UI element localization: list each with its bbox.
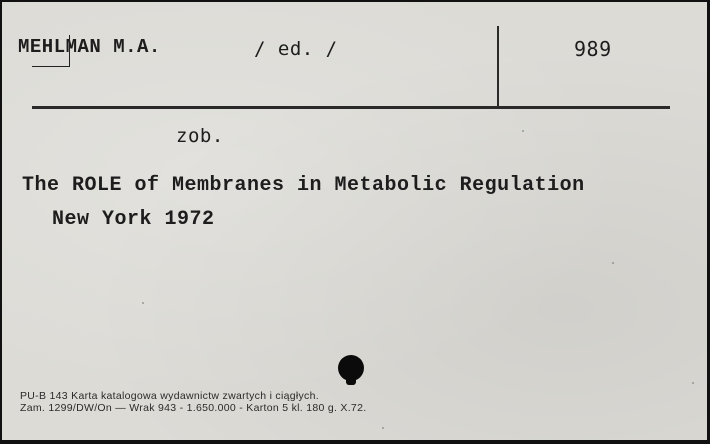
imprint: New York 1972 — [52, 208, 215, 231]
call-number: 989 — [574, 37, 612, 61]
editor-role: / ed. / — [254, 38, 338, 60]
horizontal-divider — [32, 106, 670, 109]
paper-speck — [142, 302, 144, 304]
author-name: MEHLMAN M.A. — [18, 36, 161, 58]
paper-speck — [612, 262, 614, 264]
catalog-card — [2, 2, 707, 440]
vertical-divider — [497, 26, 499, 108]
paper-speck — [382, 427, 384, 429]
location-code: zob. — [176, 125, 224, 147]
book-title: The ROLE of Membranes in Metabolic Regulation — [22, 174, 585, 197]
paper-speck — [522, 130, 524, 132]
printer-footer-line-2: Zam. 1299/DW/On — Wrak 943 - 1.650.000 - Karton 5 kl. 180 g. X.72. — [20, 402, 367, 414]
punch-hole-notch — [346, 375, 356, 385]
paper-speck — [692, 382, 694, 384]
printer-footer-line-1: PU-B 143 Karta katalogowa wydawnictw zwartych i ciągłych. — [20, 390, 319, 402]
